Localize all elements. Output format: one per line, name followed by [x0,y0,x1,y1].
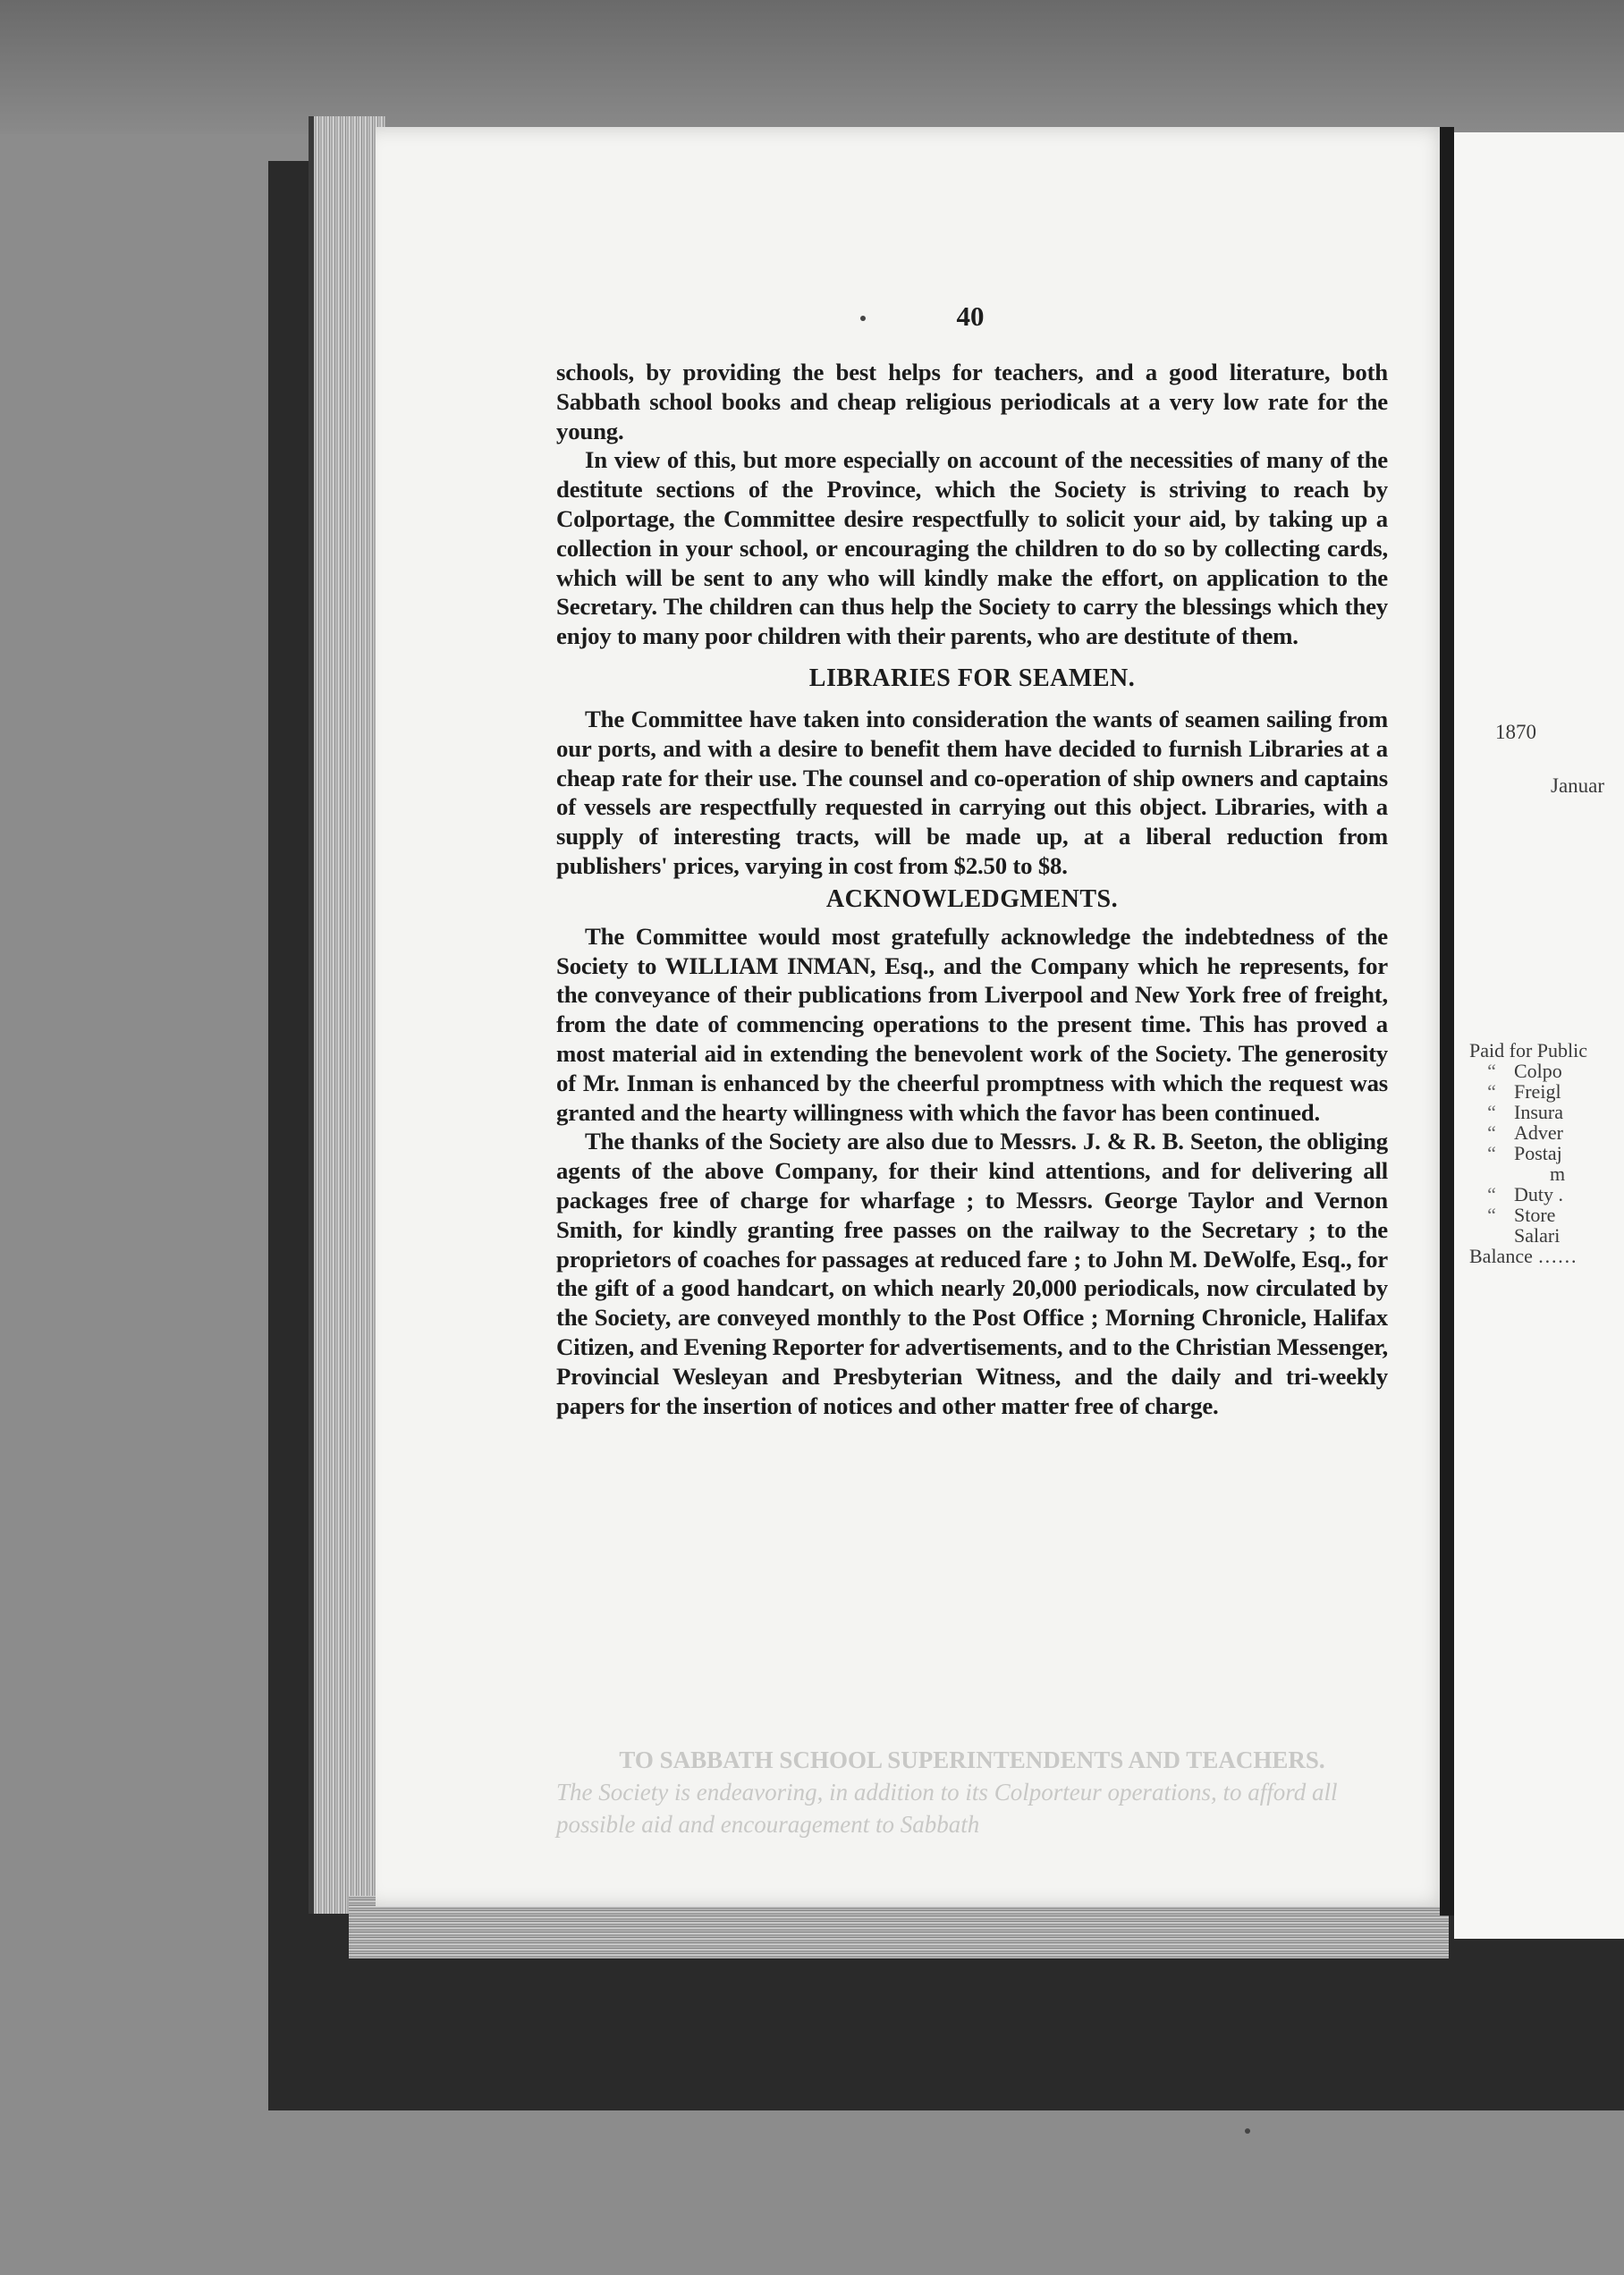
background-top [0,0,1624,134]
ledger-row [1469,1143,1587,1163]
ledger-label: Public [1536,1039,1587,1061]
ledger-row [1469,1225,1587,1246]
right-page-ledger-list [1469,1040,1587,1266]
bleed-line: The Society is endeavoring, in addition to its Colporteur operations, to afford all possible aid and encouragement to Sabbath [556,1779,1338,1838]
ledger-row [1469,1163,1587,1184]
heading-acknowledgments: ACKNOWLEDGMENTS. [825,884,1119,913]
ledger-row [1469,1184,1587,1205]
ledger-row [1469,1102,1587,1122]
ditto-mark: “ [1487,1183,1496,1205]
ledger-row [1469,1040,1587,1061]
bleed-through-text [556,1744,1388,1840]
page-edges-left [309,116,385,1914]
ledger-label: Store [1514,1204,1556,1226]
ditto-mark: “ [1487,1101,1496,1123]
ink-dot [1245,2128,1250,2134]
ledger-row [1469,1081,1587,1102]
ledger-label: Colpo [1514,1060,1562,1082]
ledger-label: Freigl [1514,1080,1561,1103]
right-page-year: 1870 [1495,721,1536,743]
ledger-label: Adver [1514,1121,1563,1144]
heading-libraries-for-seamen: LIBRARIES FOR SEAMEN. [808,664,1136,692]
ditto-mark: “ [1487,1204,1496,1226]
ditto-mark: “ [1487,1142,1496,1164]
paragraph-seamen-libraries: The Committee have taken into consideration the wants of seamen sailing from our ports, and with a desire to benefit them have decided to furnish Libraries at a cheap rate for their use. The counsel and co-operation of ship owners and captains of vessels are respectfully requested in carrying out this object. Libraries, with a supply of interesting tracts, will be made up, at a liberal reduction from publishers' prices, varying in cost from $2.50 to $8. [556,705,1388,879]
bleed-heading: TO SABBATH SCHOOL SUPERINTENDENTS AND TEACHERS. [619,1746,1325,1773]
paragraph-colportage-appeal: In view of this, but more especially on account of the necessities of many of the destitute sections of the Province, which the Society is striving to reach by Colportage, the Committee desire respectfully to solicit your aid, by taking up a collection in your school, or encouraging the children to do so by collecting cards, which will be sent to any who will kindly make the effort, on application to the Secretary. The children can thus help the Society to carry the blessings which they enjoy to many poor children with their parents, who are destitute of them. [556,446,1388,650]
ledger-row [1469,1122,1587,1143]
paragraph-thanks: The thanks of the Society are also due to Messrs. J. & R. B. Seeton, the obliging agents of the above Company, for their kind attentions, and for delivering all packages free of charge for wharfage ; to Messrs. George Taylor and Vernon Smith, for kindly granting free passes on the railway to the Secretary ; to the proprietors of coaches for passages at reduced fare ; to John M. DeWolfe, Esq., for the gift of a good handcart, on which nearly 20,000 periodicals, now circulated by the Society, are conveyed monthly to the Post Office ; Morning Chronicle, Halifax Citizen, and Evening Reporter for advertisements, and to the Christian Messenger, Provincial Wesleyan and Presbyterian Witness, and the daily and tri-weekly papers for the insertion of notices and other matter free of charge. [556,1128,1388,1419]
paragraph-inman-acknowledgment: The Committee would most gratefully acknowledge the indebtedness of the Society to WILLIAM INMAN, Esq., and the Company which he represents, for the conveyance of their publications from Liverpool and New York free of freight, from the date of commencing operations to the present time. This has proved a most material aid in extending the benevolent work of the Society. The generosity of Mr. Inman is enhanced by the cheerful promptness with which the request was granted and the hearty willingness with which the favor has been continued. [556,922,1388,1126]
ledger-label: Duty . [1514,1183,1563,1205]
ditto-mark: “ [1487,1060,1496,1082]
right-page-month: Januar [1551,774,1605,797]
page-body-text [556,358,1388,1420]
right-page [1454,132,1624,1939]
ink-dot [860,316,866,321]
ditto-mark: “ [1487,1121,1496,1144]
page-number: 40 [956,300,985,332]
ledger-row [1469,1246,1587,1266]
ledger-prefix: Paid for [1469,1039,1533,1061]
ledger-label: Salari [1514,1224,1561,1247]
ledger-row [1469,1205,1587,1225]
ledger-label: m [1550,1163,1566,1185]
ledger-prefix: Balance [1469,1245,1533,1267]
ledger-row [1469,1061,1587,1081]
paragraph-schools-continued: schools, by providing the best helps for teachers, and a good literature, both Sabbath school books and cheap religious periodicals at a very low rate for the young. [556,359,1388,444]
ledger-label: Insura [1514,1101,1563,1123]
ditto-mark: “ [1487,1080,1496,1103]
book-gutter [1440,127,1454,1916]
ledger-label: …… [1537,1245,1577,1267]
ledger-label: Postaj [1514,1142,1562,1164]
